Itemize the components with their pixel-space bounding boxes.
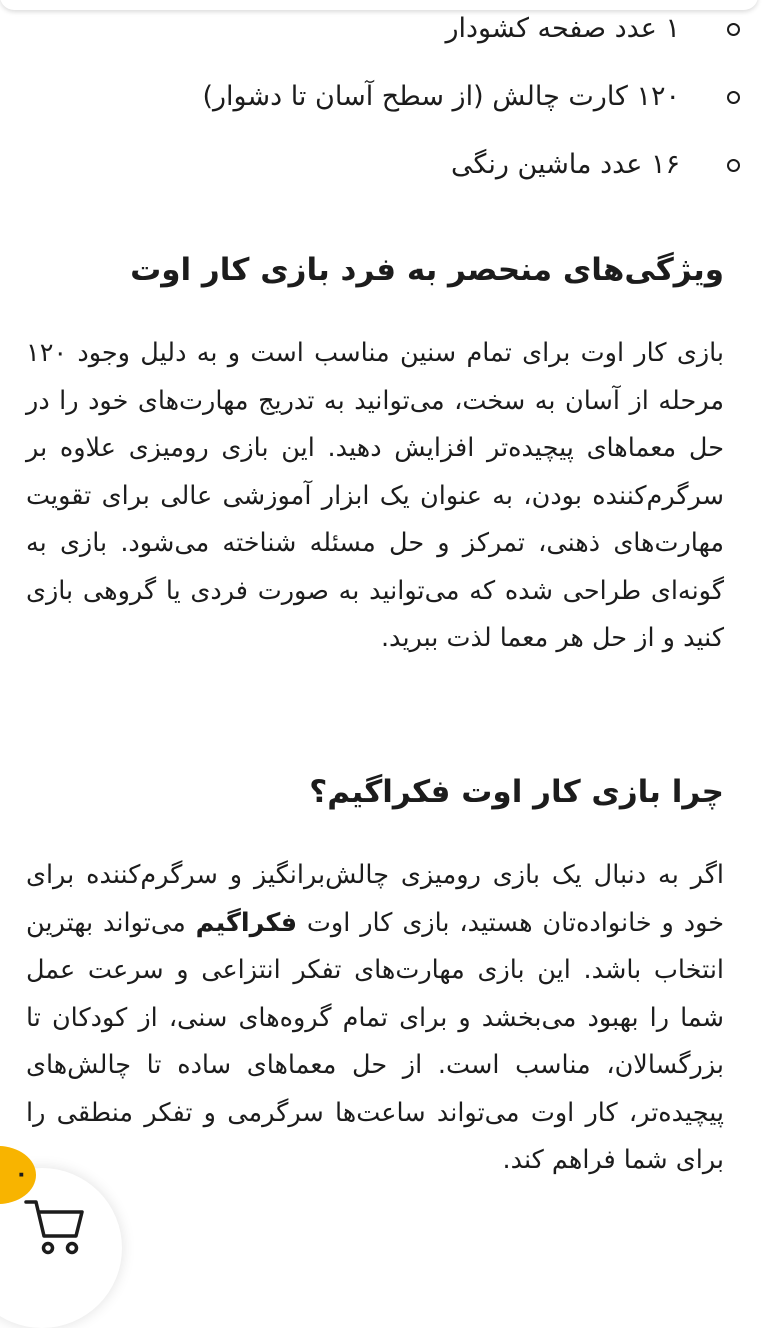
- list-item: [445, 12, 724, 46]
- cart-count-badge: ۰: [0, 1146, 36, 1204]
- list-item: [202, 80, 724, 114]
- why-paragraph-text-1: اگر به دنبال یک بازی رومیزی چالش‌برانگیز و سرگرم‌کننده برای خود و خانواده‌تان هستید، بازی کار اوت: [26, 860, 724, 938]
- brand-name: فکراگیم: [195, 907, 298, 938]
- list-item: [451, 148, 724, 182]
- why-heading: چرا بازی کار اوت فکراگیم؟: [309, 774, 724, 810]
- bullet-circle-icon: [727, 91, 740, 104]
- shopping-cart-icon: [24, 1196, 86, 1256]
- list-item-text: ۱۶ عدد ماشین رنگی: [450, 149, 680, 180]
- list-item-text: ۱ عدد صفحه کشودار: [445, 13, 680, 44]
- features-paragraph: بازی کار اوت برای تمام سنین مناسب است و به دلیل وجود ۱۲۰ مرحله از آسان به سخت، می‌توانید به تدریج مهارت‌های خود را در حل معماهای پیچیده‌تر افزایش دهید. این بازی رومیزی علاوه بر سرگرم‌کننده بودن، به عنوان یک ابزار آموزشی عالی برای تقویت مهارت‌های ذهنی، تمرکز و حل مسئله شناخته می‌شود. بازی به گونه‌ای طراحی شده که می‌توانید به صورت فردی یا گروهی بازی کنید و از حل هر معما لذت ببرید.: [26, 338, 724, 653]
- why-paragraph-text-2: می‌تواند بهترین انتخاب باشد. این بازی مهارت‌های تفکر انتزاعی و سرعت عمل شما را بهبود می‌بخشد و برای تمام گروه‌های سنی، از کودکان تا بزرگسالان، مناسب است. از حل معماهای ساده تا چالش‌های پیچیده‌تر، کار اوت می‌تواند ساعت‌ها سرگرمی و تفکر منطقی را برای شما فراهم کند.: [26, 907, 724, 1175]
- bullet-circle-icon: [727, 159, 740, 172]
- bullet-circle-icon: [727, 23, 740, 36]
- why-paragraph: [26, 852, 724, 1185]
- top-bar-edge: [0, 0, 758, 10]
- features-heading: ویژگی‌های منحصر به فرد بازی کار اوت: [130, 252, 724, 288]
- list-item-text: ۱۲۰ کارت چالش (از سطح آسان تا دشوار): [202, 81, 680, 112]
